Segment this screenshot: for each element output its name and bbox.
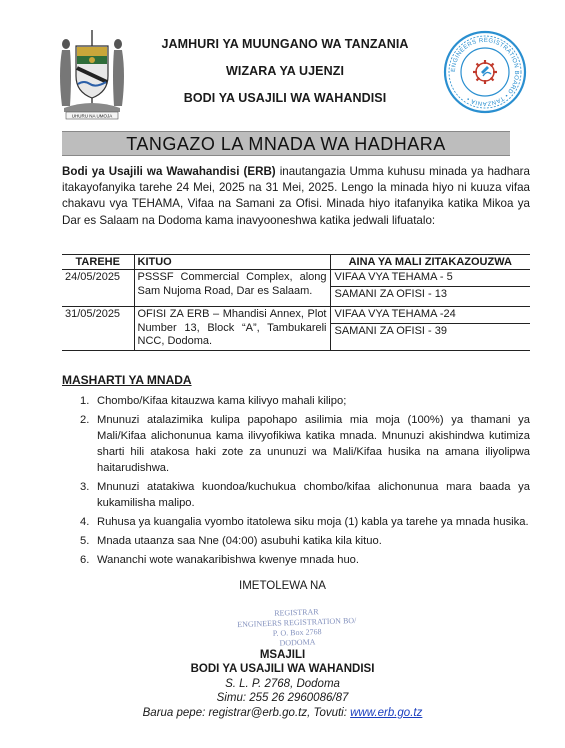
- intro-board-name: Bodi ya Usajili wa Wawahandisi (ERB): [62, 165, 276, 178]
- table-header-row: [62, 255, 530, 270]
- list-item: [62, 552, 530, 568]
- coat-motto: UHURU NA UMOJA: [71, 113, 113, 119]
- col-header-venue: KITUO: [134, 255, 330, 270]
- coat-of-arms-logo: [52, 24, 132, 120]
- contact-line: [0, 707, 565, 719]
- conditions-list: [62, 393, 530, 571]
- list-item-text: Wananchi wote wanakaribishwa kwenye mnada huo.: [97, 554, 360, 566]
- list-item-number: 2.: [80, 414, 90, 426]
- letterhead: [0, 0, 565, 130]
- cell-venue: OFISI ZA ERB – Mhandisi Annex, Plot Number 13, Block “A”, Tambukareli NCC, Dodoma.: [134, 307, 330, 351]
- phone-number: Simu: 255 26 2960086/87: [216, 692, 349, 704]
- stamp-line: ENGINEERS REGISTRATION BO/: [237, 615, 357, 630]
- col-header-items: AINA YA MALI ZITAKAZOUZWA: [330, 255, 530, 270]
- intro-text: inautangazia Umma kuhusu minada ya hadhara itakayofanyika tarehe 24 Mei, 2025 na 31 Mei, 2025. Lengo la minada hiyo ni kuuza vifaa chakavu vya TEHAMA, Vifaa na Samani za Ofisi. Minada hiyo itafanyika katika Mikoa ya Dar es Salaam na Dodoma kama inavyooneshwa katika jedwali lifuatalo:: [62, 165, 530, 227]
- header-country: JAMHURI YA MUUNGANO WA TANZANIA: [161, 37, 409, 51]
- conditions-heading: MASHARTI YA MNADA: [62, 373, 192, 387]
- list-item-text: Chombo/Kifaa kitauzwa kama kilivyo mahali kilipo;: [97, 395, 347, 407]
- list-item-text: Mnunuzi atalazimika kulipa papohapo asilimia mia moja (100%) ya thamani ya Mali/Kifaa alichonunua kama ilivyofikiwa katika mnada. Mnunuzi akishindwa kutimiza sharti hili atakosa haki zote za ununuzi wa Mali/Kifaa husika na amana iliyolipwa haitarudishwa.: [97, 414, 530, 474]
- cell-date: 24/05/2025: [62, 270, 134, 307]
- list-item: [62, 393, 530, 409]
- list-item: [62, 533, 530, 549]
- list-item-number: 3.: [80, 481, 90, 493]
- website-link[interactable]: www.erb.go.tz: [350, 707, 423, 719]
- issued-by-label: IMETOLEWA NA: [239, 580, 326, 592]
- list-item-text: Ruhusa ya kuangalia vyombo itatolewa siku moja (1) kabla ya tarehe ya mnada husika.: [97, 516, 529, 528]
- list-item: [62, 514, 530, 530]
- cell-items: [330, 307, 530, 351]
- item-line: SAMANI ZA OFISI - 39: [334, 324, 447, 337]
- header-board: BODI YA USAJILI WA WAHANDISI: [183, 91, 387, 105]
- list-item-number: 4.: [80, 516, 90, 528]
- cell-items: [330, 270, 530, 307]
- cell-venue: PSSSF Commercial Complex, along Sam Nujoma Road, Dar es Salaam.: [134, 270, 330, 307]
- stamp-line: REGISTRAR: [274, 607, 319, 618]
- list-item-number: 6.: [80, 554, 90, 566]
- notice-banner-title: TANGAZO LA MNADA WA HADHARA: [62, 131, 510, 156]
- item-line: VIFAA VYA TEHAMA -24: [331, 307, 531, 324]
- auction-schedule-table: [62, 254, 530, 351]
- item-line: SAMANI ZA OFISI - 13: [334, 287, 447, 300]
- table-row: [62, 307, 530, 351]
- erb-seal-logo: [443, 30, 527, 114]
- header-ministry: WIZARA YA UJENZI: [225, 64, 345, 78]
- intro-paragraph: [62, 164, 530, 229]
- postal-address: S. L. P. 2768, Dodoma: [225, 678, 340, 690]
- signatory-org: BODI YA USAJILI WA WAHANDISI: [190, 663, 375, 675]
- signatory-title: MSAJILI: [259, 649, 306, 661]
- list-item: [62, 479, 530, 511]
- registrar-stamp: [221, 605, 372, 650]
- list-item-text: Mnada utaanza saa Nne (04:00) asubuhi katika kila kituo.: [97, 535, 382, 547]
- list-item-number: 5.: [80, 535, 90, 547]
- item-line: VIFAA VYA TEHAMA - 5: [331, 270, 531, 287]
- list-item-number: 1.: [80, 395, 90, 407]
- table-row: [62, 270, 530, 307]
- stamp-line: P. O. Box 2768: [272, 627, 322, 638]
- stamp-line: DODOMA: [279, 637, 316, 648]
- cell-date: 31/05/2025: [62, 307, 134, 351]
- col-header-date: TAREHE: [62, 255, 134, 270]
- list-item-text: Mnunuzi atatakiwa kuondoa/kuchukua chombo/kifaa alichonunua mara baada ya kukamilisha malipo.: [97, 481, 530, 509]
- list-item: [62, 412, 530, 476]
- email-text: Barua pepe: registrar@erb.go.tz, Tovuti:: [142, 707, 351, 719]
- erb-ring-text: ENGINEERS REGISTRATION BOARD • TANZANIA •: [450, 37, 520, 107]
